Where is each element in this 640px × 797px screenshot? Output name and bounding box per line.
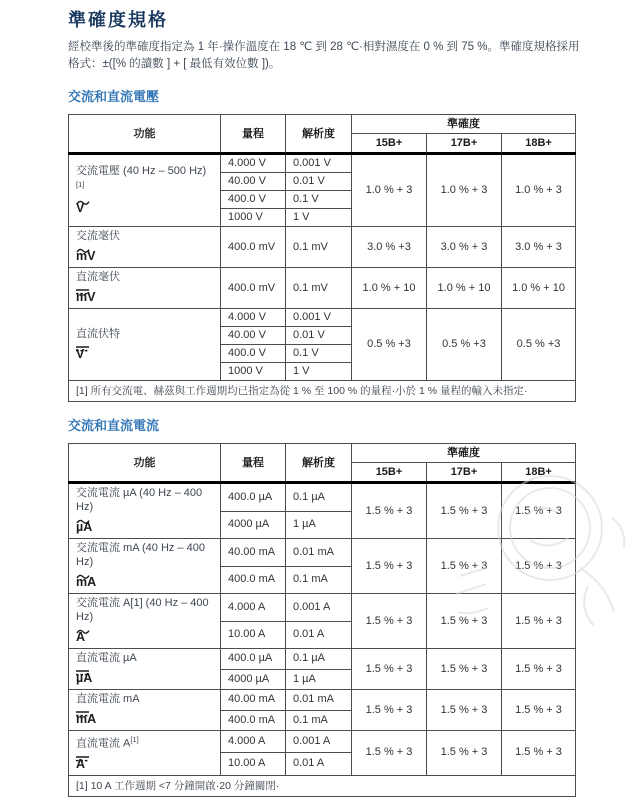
range-cell: 400.0 mV	[221, 268, 286, 309]
function-cell	[69, 309, 221, 381]
range-cell: 1000 V	[221, 363, 286, 381]
table-row	[69, 154, 576, 173]
resolution-cell: 0.001 A	[286, 731, 352, 753]
symbol-letters: mA	[76, 712, 97, 726]
range-cell: 400.0 mA	[221, 566, 286, 594]
function-label: 直流伏特	[76, 327, 120, 340]
symbol-letters: µA	[76, 671, 93, 685]
resolution-cell: 1 V	[286, 363, 352, 381]
function-symbol	[76, 515, 92, 534]
resolution-cell: 0.1 µA	[286, 649, 352, 670]
accuracy-cell: 0.5 % +3	[352, 309, 427, 381]
table-row	[69, 483, 576, 512]
function-cell	[69, 227, 221, 268]
symbol-letters: mV	[76, 290, 96, 304]
symbol-letters: A	[76, 630, 86, 644]
function-symbol	[76, 244, 95, 263]
resolution-cell: 0.01 mA	[286, 690, 352, 711]
function-symbol	[76, 342, 89, 361]
table-row	[69, 649, 576, 670]
resolution-cell: 0.001 V	[286, 309, 352, 327]
table-row	[69, 539, 576, 567]
table-header	[69, 115, 576, 154]
function-symbol	[76, 196, 90, 215]
header-accuracy: 準確度	[352, 115, 576, 134]
function-symbol	[76, 752, 89, 771]
header-function: 功能	[69, 444, 221, 483]
table-row	[69, 594, 576, 622]
symbol-letters: V	[76, 201, 85, 216]
function-cell	[69, 690, 221, 731]
accuracy-cell: 1.5 % + 3	[427, 731, 502, 776]
function-symbol	[76, 707, 96, 726]
header-range: 量程	[221, 444, 286, 483]
function-cell	[69, 483, 221, 539]
range-cell: 4.000 A	[221, 594, 286, 622]
accuracy-cell: 1.0 % + 3	[352, 154, 427, 227]
section-heading-current: 交流和直流電流	[68, 418, 160, 433]
accuracy-cell: 1.5 % + 3	[502, 649, 576, 690]
table-row	[69, 227, 576, 268]
accuracy-cell: 3.0 % + 3	[427, 227, 502, 268]
function-cell	[69, 731, 221, 776]
function-label: 交流電流 A[1] (40 Hz – 400 Hz)	[76, 597, 209, 623]
function-label: 交流電流 µA (40 Hz – 400 Hz)	[76, 487, 203, 513]
function-label: 交流毫伏	[76, 230, 120, 242]
footnote-ref: [1]	[76, 179, 85, 189]
range-cell: 400.0 mA	[221, 710, 286, 731]
range-cell: 400.0 mV	[221, 227, 286, 268]
resolution-cell: 1 V	[286, 209, 352, 227]
accuracy-cell: 1.5 % + 3	[352, 690, 427, 731]
accuracy-cell: 1.0 % + 10	[352, 268, 427, 309]
header-model-17b: 17B+	[427, 134, 502, 154]
range-cell: 4.000 A	[221, 731, 286, 753]
header-function: 功能	[69, 115, 221, 154]
accuracy-cell: 1.0 % + 10	[427, 268, 502, 309]
table-header	[69, 444, 576, 483]
table-row	[69, 268, 576, 309]
resolution-cell: 0.001 V	[286, 154, 352, 173]
accuracy-cell: 3.0 % + 3	[502, 227, 576, 268]
resolution-cell: 0.01 A	[286, 621, 352, 649]
range-cell: 400.0 µA	[221, 649, 286, 670]
accuracy-cell: 1.5 % + 3	[352, 731, 427, 776]
resolution-cell: 0.1 mV	[286, 227, 352, 268]
accuracy-cell: 3.0 % +3	[352, 227, 427, 268]
resolution-cell: 0.1 mV	[286, 268, 352, 309]
symbol-letters: mV	[76, 249, 96, 263]
accuracy-cell: 1.5 % + 3	[502, 731, 576, 776]
accuracy-cell: 1.5 % + 3	[427, 594, 502, 649]
range-cell: 10.00 A	[221, 621, 286, 649]
accuracy-cell: 1.5 % + 3	[427, 539, 502, 594]
accuracy-cell: 1.5 % + 3	[427, 690, 502, 731]
accuracy-cell: 1.5 % + 3	[352, 649, 427, 690]
header-model-15b: 15B+	[352, 463, 427, 483]
resolution-cell: 0.01 V	[286, 173, 352, 191]
accuracy-cell: 1.5 % + 3	[427, 649, 502, 690]
accuracy-cell: 1.0 % + 3	[427, 154, 502, 227]
table-footer	[69, 381, 576, 402]
resolution-cell: 0.1 mA	[286, 566, 352, 594]
function-symbol	[76, 285, 95, 304]
accuracy-cell: 0.5 % +3	[427, 309, 502, 381]
header-model-17b: 17B+	[427, 463, 502, 483]
accuracy-cell: 1.5 % + 3	[352, 594, 427, 649]
symbol-letters: A	[76, 756, 86, 771]
table-row	[69, 309, 576, 327]
header-range: 量程	[221, 115, 286, 154]
table-row	[69, 690, 576, 711]
resolution-cell: 0.1 mA	[286, 710, 352, 731]
accuracy-cell: 1.0 % + 3	[502, 154, 576, 227]
table-row	[69, 731, 576, 753]
header-model-18b: 18B+	[502, 463, 576, 483]
footnote-ref: [1]	[130, 735, 139, 744]
range-cell: 40.00 V	[221, 327, 286, 345]
section-heading-voltage: 交流和直流電壓	[68, 89, 160, 104]
symbol-letters: V	[76, 346, 85, 361]
voltage-spec-table	[68, 114, 576, 402]
function-label: 直流電流 mA	[76, 693, 140, 705]
resolution-cell: 0.01 mA	[286, 539, 352, 567]
function-symbol	[76, 570, 96, 589]
header-model-18b: 18B+	[502, 134, 576, 154]
table-body	[69, 154, 576, 381]
table-footer	[69, 775, 576, 796]
header-model-15b: 15B+	[352, 134, 427, 154]
range-cell: 400.0 V	[221, 345, 286, 363]
range-cell: 40.00 mA	[221, 690, 286, 711]
function-symbol	[76, 625, 90, 644]
resolution-cell: 0.1 V	[286, 191, 352, 209]
intro-text: 經校準後的準確度指定為 1 年·操作溫度在 18 ℃ 到 28 ℃·相對濕度在 0 % 到 75 %。準確度規格採用格式：±([% 的讀數 ] + [ 最低有效位數 ])。	[68, 41, 580, 70]
accuracy-cell: 1.5 % + 3	[502, 483, 576, 539]
range-cell: 1000 V	[221, 209, 286, 227]
accuracy-cell: 1.5 % + 3	[502, 539, 576, 594]
range-cell: 4.000 V	[221, 154, 286, 173]
range-cell: 400.0 V	[221, 191, 286, 209]
range-cell: 10.00 A	[221, 753, 286, 775]
function-label: 交流電壓 (40 Hz – 500 Hz)[1]	[76, 164, 207, 189]
function-label: 直流電流 µA	[76, 652, 137, 664]
accuracy-cell: 1.5 % + 3	[352, 539, 427, 594]
function-cell	[69, 154, 221, 227]
range-cell: 400.0 µA	[221, 483, 286, 512]
accuracy-cell: 1.5 % + 3	[502, 690, 576, 731]
function-cell	[69, 539, 221, 594]
accuracy-cell: 1.0 % + 10	[502, 268, 576, 309]
range-cell: 4.000 V	[221, 309, 286, 327]
symbol-letters: µA	[76, 520, 93, 534]
accuracy-cell: 1.5 % + 3	[427, 483, 502, 539]
resolution-cell: 0.001 A	[286, 594, 352, 622]
function-cell	[69, 649, 221, 690]
function-label: 直流毫伏	[76, 271, 120, 283]
function-symbol	[76, 666, 92, 685]
function-label: 直流電流 A[1]	[76, 735, 139, 750]
range-cell: 4000 µA	[221, 669, 286, 690]
header-accuracy: 準確度	[352, 444, 576, 463]
table-body	[69, 483, 576, 776]
range-cell: 40.00 V	[221, 173, 286, 191]
resolution-cell: 0.1 V	[286, 345, 352, 363]
resolution-cell: 1 µA	[286, 511, 352, 538]
table-footnote: [1] 10 A 工作週期 <7 分鐘開啟·20 分鐘關閉·	[69, 775, 576, 796]
range-cell: 4000 µA	[221, 511, 286, 538]
page-title: 準確度規格	[68, 10, 168, 30]
resolution-cell: 0.01 A	[286, 753, 352, 775]
symbol-letters: mA	[76, 575, 97, 589]
table-footnote: [1] 所有交流電、赫茲與工作週期均已指定為從 1 % 至 100 % 的量程·小於 1 % 量程的輸入未指定·	[69, 381, 576, 402]
header-resolution: 解析度	[286, 115, 352, 154]
current-spec-table	[68, 443, 576, 797]
function-label: 交流電流 mA (40 Hz – 400 Hz)	[76, 542, 205, 568]
accuracy-cell: 1.5 % + 3	[502, 594, 576, 649]
accuracy-cell: 1.5 % + 3	[352, 483, 427, 539]
resolution-cell: 0.01 V	[286, 327, 352, 345]
function-cell	[69, 268, 221, 309]
resolution-cell: 0.1 µA	[286, 483, 352, 512]
range-cell: 40.00 mA	[221, 539, 286, 567]
function-cell	[69, 594, 221, 649]
accuracy-cell: 0.5 % +3	[502, 309, 576, 381]
resolution-cell: 1 µA	[286, 669, 352, 690]
header-resolution: 解析度	[286, 444, 352, 483]
